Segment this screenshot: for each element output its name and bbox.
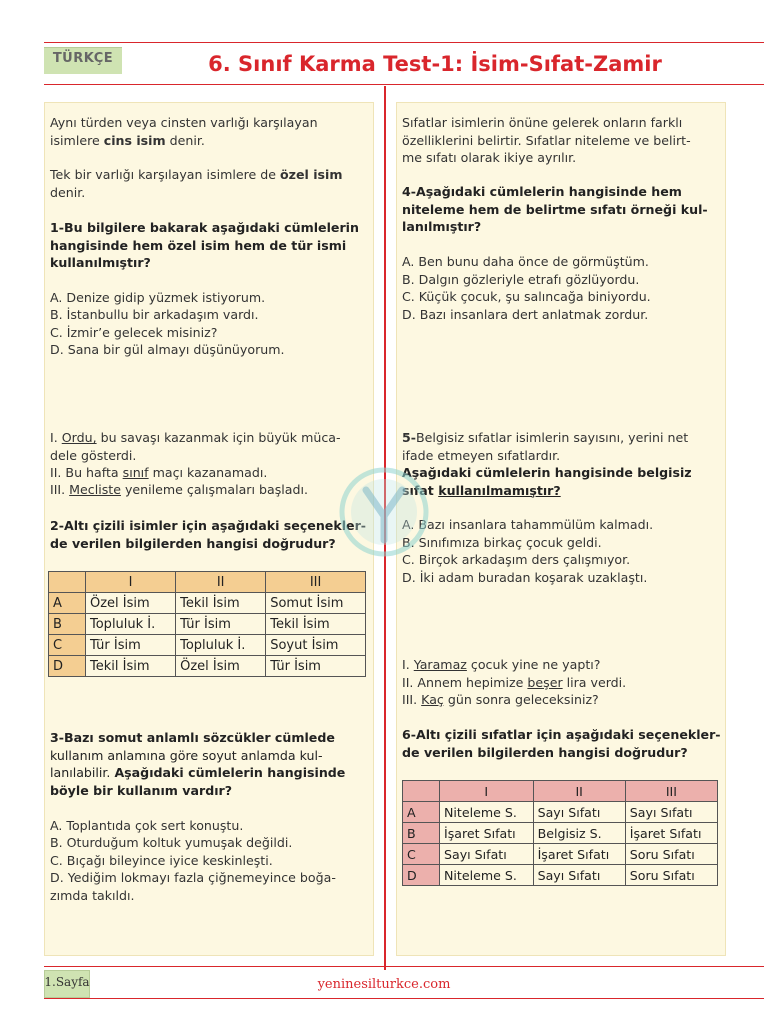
q4-option-c[interactable]: C. Küçük çocuk, şu salıncağa biniyordu. [402,289,651,304]
footer-top-rule [44,966,764,967]
question-1: 1-Bu bilgilere bakarak aşağıdaki cümlelerin hangisinde hem özel isim hem de tür ismi kullanılmıştır? [50,220,359,270]
question-3 [50,729,370,799]
sifat-line3: me sıfatı olarak ikiye ayrılır. [402,150,577,165]
q6-sentence-3 [402,691,599,709]
q3-line3b: Aşağıdaki cümlelerin hangisinde [114,765,346,780]
cins-isim-end: denir. [165,132,205,148]
q3-option-d-cont: zımda takıldı. [50,888,135,903]
q5-intro [402,429,722,464]
row-label: B [49,614,86,635]
q4-line3: lanılmıştır? [402,219,482,234]
q5-number: 5- [402,430,416,445]
header-bottom-rule [44,84,764,85]
cins-isim-definition [50,114,370,149]
q2-sentence-3 [50,481,308,499]
table-cell: İşaret Sıfatı [440,823,534,844]
q6-s2-prefix: II. Annem hepimize [402,675,528,690]
table-row[interactable] [49,593,366,614]
table-cell: Topluluk İ. [86,614,176,635]
subject-label: TÜRKÇE [52,51,114,66]
table-header-row [403,781,718,802]
q5-line2-underlined: kullanılmamıştır? [438,482,561,498]
q5-line1: Aşağıdaki cümlelerin hangisinde belgisiz [402,465,692,480]
q5-intro-line1: Belgisiz sıfatlar isimlerin sayısını, yerini net [416,430,689,445]
page-title: 6. Sınıf Karma Test-1: İsim-Sıfat-Zamir [208,52,662,76]
q2-s3-underlined: Mecliste [69,482,121,497]
q4-line2: niteleme hem de belirtme sıfatı örneği kul- [402,201,708,217]
q5-option-c[interactable]: C. Birçok arkadaşım ders çalışmıyor. [402,552,631,567]
question-4 [402,183,722,236]
q6-sentence-1 [402,656,600,674]
q3-line3a: lanılabilir. [50,765,115,780]
q6-s2-underlined: beşer [527,675,563,690]
table-cell: Soru Sıfatı [625,865,717,886]
table-cell: Somut İsim [266,593,366,614]
q6-answer-table [402,780,718,886]
sifat-line2: özelliklerini belirtir. Sıfatlar niteleme ve belirt- [402,132,691,148]
table-cell: Tür İsim [86,635,176,656]
q5-option-a[interactable]: A. Bazı insanlara tahammülüm kalmadı. [402,517,654,532]
cins-isim-line2: isimlere [50,132,104,148]
table-cell: Soru Sıfatı [625,844,717,865]
q6-s3-prefix: III. [402,692,422,707]
table-cell: İşaret Sıfatı [533,844,625,865]
row-label: C [403,844,440,865]
ozel-isim-definition [50,166,370,201]
q5-option-d[interactable]: D. İki adam buradan koşarak uzaklaştı. [402,570,648,585]
q3-option-d[interactable]: D. Yediğim lokmayı fazla çiğnemeyince boğa- [50,870,336,885]
table-cell: Topluluk İ. [176,635,266,656]
q6-s3-underlined: Kaç [421,692,444,707]
table-header: II [533,781,625,802]
table-header: III [266,572,366,593]
question-5 [402,464,722,499]
table-cell: İşaret Sıfatı [625,823,717,844]
q3-option-c[interactable]: C. Bıçağı bileyince iyice keskinleşti. [50,853,273,868]
footer-bottom-rule [44,998,764,999]
sifat-definition [402,114,722,167]
row-label: D [49,656,86,677]
page-number: 1.Sayfa [44,975,90,989]
cins-isim-term: cins isim [103,132,166,148]
q4-option-a[interactable]: A. Ben bunu daha önce de görmüştüm. [402,254,649,269]
q1-option-a[interactable]: A. Denize gidip yüzmek istiyorum. [50,290,266,305]
q2-s3-rest: yenileme çalışmaları başladı. [120,482,308,497]
q4-line1: 4-Aşağıdaki cümlelerin hangisinde hem [402,184,682,199]
q5-option-b[interactable]: B. Sınıfımıza birkaç çocuk geldi. [402,535,602,550]
table-cell: Sayı Sıfatı [533,802,625,823]
row-label: A [49,593,86,614]
q6-line1: 6-Altı çizili sıfatlar için aşağıdaki seçenekler- [402,727,721,742]
table-row[interactable] [403,865,718,886]
table-row[interactable] [403,844,718,865]
question-2: 2-Altı çizili isimler için aşağıdaki seçenekler-de verilen bilgilerden hangisi doğrudur? [50,518,367,551]
q6-s3-rest: gün sonra geleceksiniz? [443,692,599,707]
table-cell: Özel İsim [176,656,266,677]
q2-s2-prefix: II. Bu hafta [50,465,123,480]
table-cell: Tekil İsim [176,593,266,614]
table-cell: Soyut İsim [266,635,366,656]
table-cell: Sayı Sıfatı [625,802,717,823]
table-row[interactable] [49,614,366,635]
table-cell: Niteleme S. [440,865,534,886]
table-cell: Niteleme S. [440,802,534,823]
ozel-isim-line1: Tek bir varlığı karşılayan isimlere de [50,167,280,182]
table-row[interactable] [49,635,366,656]
cins-isim-line1: Aynı türden veya cinsten varlığı karşılayan [50,115,318,130]
table-header-row [49,572,366,593]
q3-option-b[interactable]: B. Oturduğum koltuk yumuşak değildi. [50,835,293,850]
q6-sentence-2 [402,674,626,692]
table-cell: Tür İsim [176,614,266,635]
table-cell: Tekil İsim [266,614,366,635]
row-label: C [49,635,86,656]
q3-line4: böyle bir kullanım vardır? [50,782,233,798]
q6-line2: de verilen bilgilerden hangisi doğrudur? [402,744,688,760]
q2-s1-prefix: I. [50,430,62,445]
q2-s2-rest: maçı kazanamadı. [148,465,268,480]
table-row[interactable] [403,823,718,844]
q2-s1-underlined: Ordu, [61,430,97,445]
q5-intro-line2: ifade etmeyen sıfatlardır. [402,447,561,463]
table-header: II [176,572,266,593]
q6-s1-rest: çocuk yine ne yaptı? [466,657,601,672]
q2-s1-cont: dele gösterdi. [50,447,137,463]
row-label: D [403,865,440,886]
q6-s2-rest: lira verdi. [562,675,627,690]
q4-option-d[interactable]: D. Bazı insanlara dert anlatmak zordur. [402,307,649,322]
q3-option-a[interactable]: A. Toplantıda çok sert konuştu. [50,818,244,833]
table-cell: Sayı Sıfatı [440,844,534,865]
table-row[interactable] [49,656,366,677]
table-header: III [625,781,717,802]
q6-s1-underlined: Yaramaz [413,657,467,672]
table-header: I [86,572,176,593]
q2-sentence-2 [50,464,267,482]
table-corner [49,572,86,593]
q1-option-b[interactable]: B. İstanbullu bir arkadaşım vardı. [50,307,259,322]
watermark-logo [336,464,432,560]
q5-line2a: sıfat [402,482,439,498]
row-label: B [403,823,440,844]
website-link[interactable]: yeninesilturkce.com [317,977,451,992]
table-corner [403,781,440,802]
ozel-isim-term: özel isim [279,167,343,182]
table-row[interactable] [403,802,718,823]
q2-sentence-1 [50,429,370,464]
row-label: A [403,802,440,823]
q3-line1: 3-Bazı somut anlamlı sözcükler cümlede [50,730,335,745]
table-cell: Sayı Sıfatı [533,865,625,886]
ozel-isim-end: denir. [50,184,86,200]
table-cell: Özel İsim [86,593,176,614]
q4-option-b[interactable]: B. Dalgın gözleriyle etrafı gözlüyordu. [402,272,640,287]
question-6 [402,726,724,761]
q6-s1-prefix: I. [402,657,414,672]
q3-line2: kullanım anlamına göre soyut anlamda kul- [50,747,323,763]
q2-s1-rest: bu savaşı kazanmak için büyük müca- [96,430,341,445]
table-cell: Tekil İsim [86,656,176,677]
q1-option-d[interactable]: D. Sana bir gül almayı düşünüyorum. [50,342,285,357]
table-cell: Tür İsim [266,656,366,677]
q1-option-c[interactable]: C. İzmir’e gelecek misiniz? [50,325,218,340]
table-header: I [440,781,534,802]
header-top-rule [44,42,764,43]
q2-s3-prefix: III. [50,482,70,497]
sifat-line1: Sıfatlar isimlerin önüne gelerek onların farklı [402,115,683,130]
table-cell: Belgisiz S. [533,823,625,844]
q2-answer-table [48,571,366,677]
q2-s2-underlined: sınıf [122,465,149,480]
